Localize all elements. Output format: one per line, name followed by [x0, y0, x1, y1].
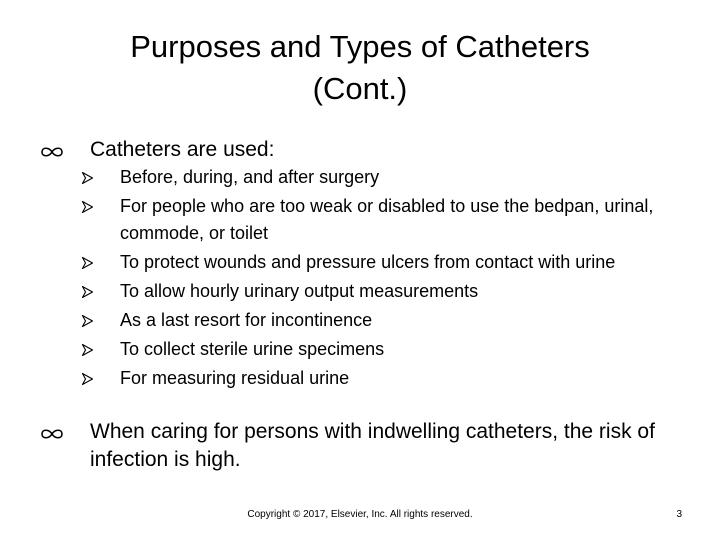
infinity-bullet-icon — [38, 418, 66, 448]
list-item — [82, 307, 672, 334]
copyright-notice: Copyright © 2017, Elsevier, Inc. All rights reserved. — [247, 509, 473, 520]
list-item — [82, 164, 672, 191]
list-item-text: For measuring residual urine — [120, 368, 350, 388]
list-item-text: Before, during, and after surgery — [120, 167, 380, 187]
list-item-text: For people who are too weak or disabled to use the bedpan, urinal, commode, or toilet — [120, 196, 654, 243]
list-item-text: To protect wounds and pressure ulcers from contact with urine — [120, 252, 616, 272]
list-item-text: As a last resort for incontinence — [120, 310, 373, 330]
arrowhead-bullet-icon — [82, 172, 93, 184]
arrowhead-bullet-icon — [82, 257, 93, 269]
arrowhead-bullet-icon — [82, 201, 93, 213]
list-item — [82, 336, 672, 363]
page-number: 3 — [676, 509, 682, 520]
list-item — [82, 278, 672, 305]
sub-bullet-list — [82, 164, 672, 394]
arrowhead-bullet-icon — [82, 373, 93, 385]
list-item-text: To allow hourly urinary output measurements — [120, 281, 479, 301]
arrowhead-bullet-icon — [82, 286, 93, 298]
bullet-text: When caring for persons with indwelling catheters, the risk of infection is high. — [90, 420, 655, 471]
arrowhead-bullet-icon — [82, 344, 93, 356]
list-item — [82, 249, 672, 276]
infinity-bullet-icon — [38, 136, 66, 166]
slide-title — [60, 26, 660, 110]
list-item — [82, 365, 672, 392]
bullet-text: Catheters are used: — [90, 138, 275, 161]
arrowhead-bullet-icon — [82, 315, 93, 327]
list-item — [82, 193, 672, 247]
list-item-text: To collect sterile urine specimens — [120, 339, 385, 359]
slide-title-line-2: (Cont.) — [312, 71, 408, 106]
slide-title-line-1: Purposes and Types of Catheters — [130, 29, 590, 64]
